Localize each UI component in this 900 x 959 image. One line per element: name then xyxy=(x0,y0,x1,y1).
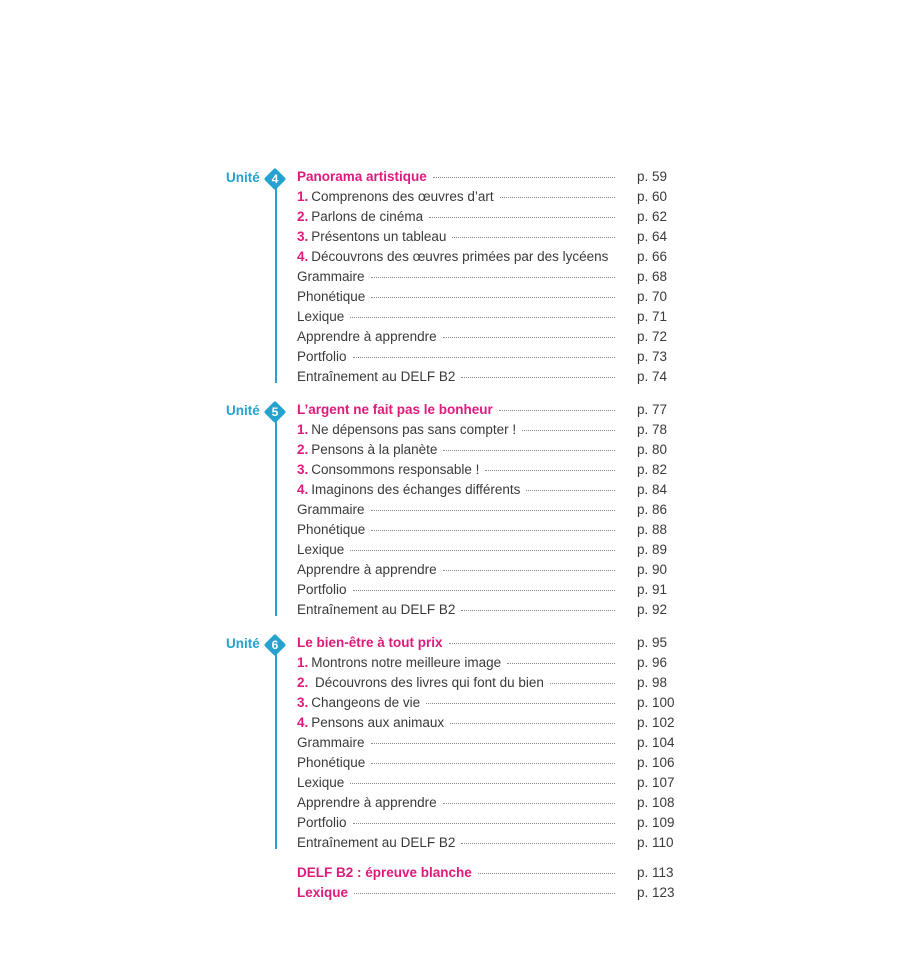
toc-entry[interactable] xyxy=(297,482,677,502)
dot-leader xyxy=(452,236,615,238)
dot-leader xyxy=(433,176,615,178)
toc-entry[interactable] xyxy=(297,349,677,369)
entry-label: Portfolio xyxy=(297,349,347,364)
toc-entry[interactable] xyxy=(297,522,677,542)
toc-entry[interactable] xyxy=(297,835,677,855)
page-number: p. 80 xyxy=(637,442,668,457)
dot-leader xyxy=(461,376,615,378)
dot-leader xyxy=(371,762,615,764)
page-number: p. 86 xyxy=(637,502,668,517)
entry-label: Parlons de cinéma xyxy=(311,209,424,224)
entry-number: 1. xyxy=(297,422,309,437)
dot-leader xyxy=(443,336,615,338)
unit-title-row[interactable] xyxy=(297,402,677,422)
entry-number: 3. xyxy=(297,229,309,244)
dot-leader xyxy=(371,296,615,298)
page-number: p. 71 xyxy=(637,309,668,324)
dot-leader xyxy=(371,529,615,531)
dot-leader xyxy=(354,892,615,894)
toc-entry[interactable] xyxy=(297,695,677,715)
entry-label: Grammaire xyxy=(297,269,365,284)
entry-label: Phonétique xyxy=(297,755,366,770)
toc-entry[interactable] xyxy=(297,309,677,329)
toc-entry[interactable] xyxy=(297,269,677,289)
toc-entry[interactable] xyxy=(297,815,677,835)
entry-label: Découvrons des livres qui font du bien xyxy=(311,675,544,690)
unit-number-badge xyxy=(264,168,286,190)
toc-entry[interactable] xyxy=(297,795,677,815)
entry-label: Apprendre à apprendre xyxy=(297,795,437,810)
unit-title: L’argent ne fait pas le bonheur xyxy=(297,402,493,417)
dot-leader xyxy=(461,842,615,844)
unit-label: Unité xyxy=(226,170,260,185)
entry-number: 2. xyxy=(297,675,309,690)
appendix-title: DELF B2 : épreuve blanche xyxy=(297,865,472,880)
unit-title-row[interactable] xyxy=(297,635,677,655)
unit-divider-line xyxy=(275,421,277,616)
toc-entry[interactable] xyxy=(297,442,677,462)
toc-entry[interactable] xyxy=(297,462,677,482)
toc-entry[interactable] xyxy=(297,329,677,349)
page-number: p. 110 xyxy=(637,835,674,850)
unit-number: 6 xyxy=(271,638,279,652)
unit-title-row[interactable] xyxy=(297,169,677,189)
entry-label: Présentons un tableau xyxy=(311,229,447,244)
entry-number: 4. xyxy=(297,249,309,264)
page-number: p. 84 xyxy=(637,482,668,497)
dot-leader xyxy=(507,662,615,664)
page-number: p. 77 xyxy=(637,402,668,417)
dot-leader xyxy=(449,642,615,644)
entry-label: Grammaire xyxy=(297,735,365,750)
page-number: p. 104 xyxy=(637,735,675,750)
dot-leader xyxy=(429,216,615,218)
toc-entry[interactable] xyxy=(297,775,677,795)
dot-leader xyxy=(461,609,615,611)
toc-entry[interactable] xyxy=(297,715,677,735)
entry-label: Grammaire xyxy=(297,502,365,517)
unit-title: Le bien-être à tout prix xyxy=(297,635,443,650)
page-number: p. 78 xyxy=(637,422,668,437)
dot-leader xyxy=(499,409,615,411)
entry-number: 4. xyxy=(297,482,309,497)
dot-leader xyxy=(371,742,615,744)
dot-leader xyxy=(353,589,615,591)
appendix-entry[interactable] xyxy=(297,865,677,885)
page-number: p. 73 xyxy=(637,349,668,364)
entry-number: 3. xyxy=(297,462,309,477)
page-number: p. 95 xyxy=(637,635,668,650)
page-number: p. 72 xyxy=(637,329,668,344)
page-number: p. 123 xyxy=(637,885,675,900)
toc-entry[interactable] xyxy=(297,369,677,389)
entry-label: Apprendre à apprendre xyxy=(297,329,437,344)
dot-leader xyxy=(353,356,615,358)
toc-entry[interactable] xyxy=(297,755,677,775)
page-number: p. 108 xyxy=(637,795,675,810)
page-number: p. 106 xyxy=(637,755,675,770)
page-number: p. 59 xyxy=(637,169,668,184)
dot-leader xyxy=(500,196,615,198)
entry-label: Consommons responsable ! xyxy=(311,462,480,477)
unit-divider-line xyxy=(275,188,277,383)
page-number: p. 98 xyxy=(637,675,668,690)
dot-leader xyxy=(371,509,615,511)
page-number: p. 96 xyxy=(637,655,668,670)
unit-divider-line xyxy=(275,654,277,849)
entry-label: Montrons notre meilleure image xyxy=(311,655,502,670)
entry-number: 3. xyxy=(297,695,309,710)
dot-leader xyxy=(443,802,615,804)
dot-leader xyxy=(522,429,615,431)
entry-number: 4. xyxy=(297,715,309,730)
toc-entry[interactable] xyxy=(297,675,677,695)
appendix-entry[interactable] xyxy=(297,885,677,905)
page-number: p. 107 xyxy=(637,775,675,790)
entry-number: 1. xyxy=(297,189,309,204)
toc-entry[interactable] xyxy=(297,189,677,209)
toc-entry[interactable] xyxy=(297,229,677,249)
entry-label: Comprenons des œuvres d’art xyxy=(311,189,494,204)
dot-leader xyxy=(426,702,615,704)
entry-label: Découvrons des œuvres primées par des lycéens xyxy=(311,249,609,264)
entry-label: Lexique xyxy=(297,309,345,324)
page-number: p. 113 xyxy=(637,865,674,880)
unit-number-badge xyxy=(264,634,286,656)
entry-number: 1. xyxy=(297,655,309,670)
entry-number: 2. xyxy=(297,442,309,457)
dot-leader xyxy=(526,489,615,491)
entry-label: Pensons à la planète xyxy=(311,442,438,457)
appendix-title: Lexique xyxy=(297,885,349,900)
entry-label: Ne dépensons pas sans compter ! xyxy=(311,422,517,437)
page-number: p. 74 xyxy=(637,369,668,384)
page-number: p. 60 xyxy=(637,189,668,204)
page-number: p. 92 xyxy=(637,602,668,617)
entry-label: Imaginons des échanges différents xyxy=(311,482,521,497)
entry-label: Changeons de vie xyxy=(311,695,421,710)
page-number: p. 102 xyxy=(637,715,675,730)
dot-leader xyxy=(353,822,615,824)
entry-label: Phonétique xyxy=(297,289,366,304)
dot-leader xyxy=(443,449,615,451)
dot-leader xyxy=(550,682,615,684)
unit-title: Panorama artistique xyxy=(297,169,427,184)
toc-entry[interactable] xyxy=(297,209,677,229)
page-number: p. 68 xyxy=(637,269,668,284)
page-number: p. 88 xyxy=(637,522,668,537)
toc-entry[interactable] xyxy=(297,582,677,602)
entry-label: Entraînement au DELF B2 xyxy=(297,602,456,617)
entry-label: Apprendre à apprendre xyxy=(297,562,437,577)
entry-label: Lexique xyxy=(297,775,345,790)
toc-entry[interactable] xyxy=(297,562,677,582)
toc-entry[interactable] xyxy=(297,502,677,522)
entry-label: Portfolio xyxy=(297,582,347,597)
toc-entry[interactable] xyxy=(297,602,677,622)
page-number: p. 70 xyxy=(637,289,668,304)
dot-leader xyxy=(478,872,615,874)
toc-entry[interactable] xyxy=(297,289,677,309)
page-number: p. 82 xyxy=(637,462,668,477)
toc-entry[interactable] xyxy=(297,249,677,269)
page-number: p. 62 xyxy=(637,209,668,224)
dot-leader xyxy=(485,469,615,471)
page-number: p. 90 xyxy=(637,562,668,577)
page-number: p. 100 xyxy=(637,695,675,710)
unit-label: Unité xyxy=(226,636,260,651)
entry-number: 2. xyxy=(297,209,309,224)
dot-leader xyxy=(350,782,615,784)
entry-label: Entraînement au DELF B2 xyxy=(297,369,456,384)
unit-number: 4 xyxy=(271,172,279,186)
entry-label: Phonétique xyxy=(297,522,366,537)
unit-number-badge xyxy=(264,401,286,423)
page-number: p. 89 xyxy=(637,542,668,557)
unit-number: 5 xyxy=(271,405,279,419)
toc-entry[interactable] xyxy=(297,422,677,442)
toc-entry[interactable] xyxy=(297,542,677,562)
toc-entry[interactable] xyxy=(297,735,677,755)
entry-label: Portfolio xyxy=(297,815,347,830)
page-number: p. 91 xyxy=(637,582,668,597)
page-number: p. 109 xyxy=(637,815,675,830)
entry-label: Entraînement au DELF B2 xyxy=(297,835,456,850)
dot-leader xyxy=(350,549,615,551)
dot-leader xyxy=(443,569,615,571)
entry-label: Lexique xyxy=(297,542,345,557)
entry-label: Pensons aux animaux xyxy=(311,715,445,730)
page-number: p. 64 xyxy=(637,229,668,244)
unit-label: Unité xyxy=(226,403,260,418)
dot-leader xyxy=(350,316,615,318)
toc-entry[interactable] xyxy=(297,655,677,675)
page-number: p. 66 xyxy=(637,249,668,264)
dot-leader xyxy=(450,722,615,724)
dot-leader xyxy=(371,276,615,278)
